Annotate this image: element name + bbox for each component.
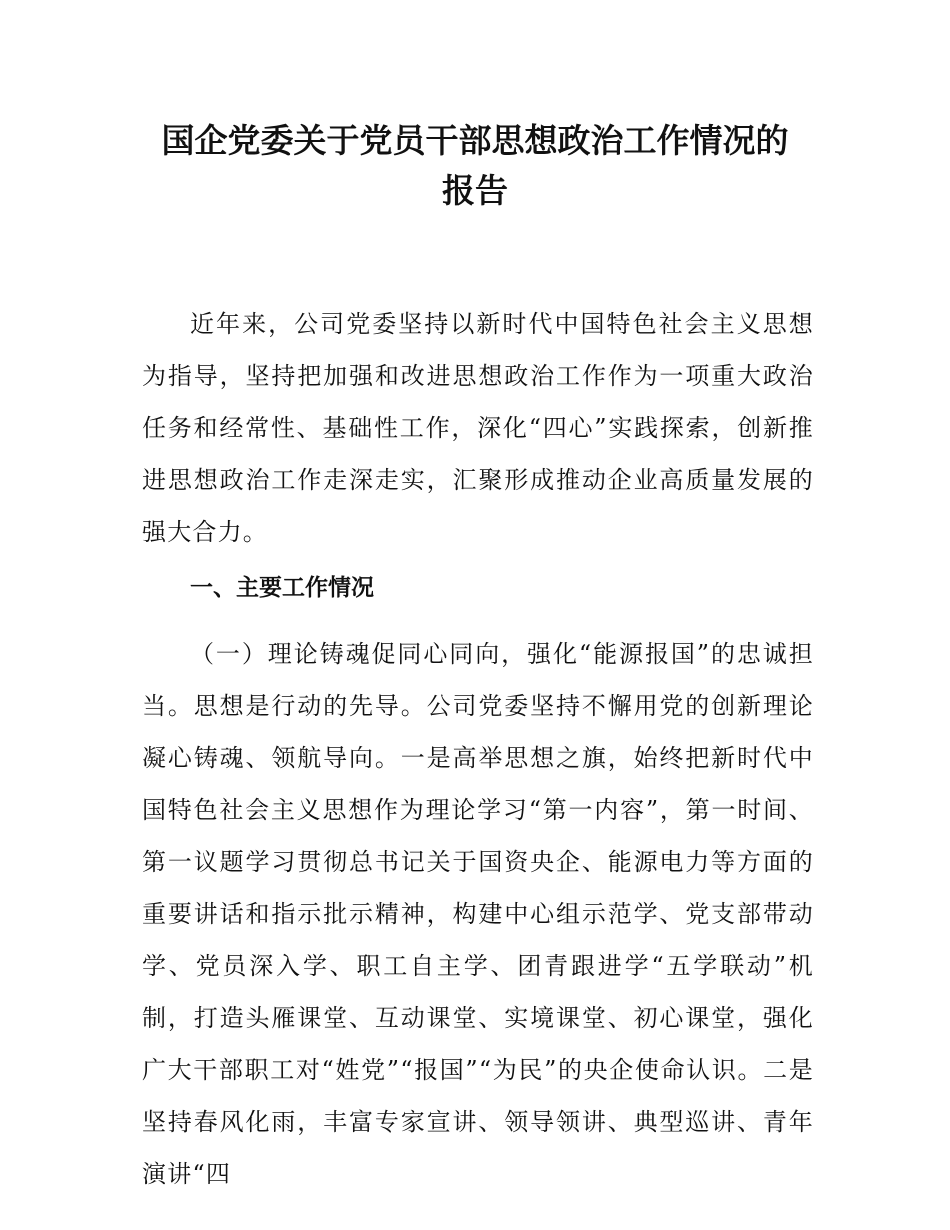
section-paragraph: （一）理论铸魂促同心同向，强化“能源报国”的忠诚担当。思想是行动的先导。公司党委坚持不懈用党的创新理论凝心铸魂、领航导向。一是高举思想之旗，始终把新时代中国特色社会主义思想作为理论学习“第一内容”，第一时间、第一议题学习贯彻总书记关于国资央企、能源电力等方面的重要讲话和指示批示精神，构建中心组示范学、党支部带动学、党员深入学、职工自主学、团青跟进学“五学联动”机制，打造头雁课堂、互动课堂、实境课堂、初心课堂，强化广大干部职工对“姓党”“报国”“为民”的央企使命认识。二是坚持春风化雨，丰富专家宣讲、领导领讲、典型巡讲、青年演讲“四 bbox=[142, 640, 814, 1188]
intro-paragraph: 近年来，公司党委坚持以新时代中国特色社会主义思想为指导，坚持把加强和改进思想政治工作作为一项重大政治任务和经常性、基础性工作，深化“四心”实践探索，创新推进思想政治工作走深走实，汇聚形成推动企业高质量发展的强大合力。 bbox=[142, 310, 814, 546]
document-title-line-2: 报告 bbox=[442, 171, 508, 210]
document-title-line-1: 国企党委关于党员干部思想政治工作情况的 bbox=[161, 121, 789, 160]
section-heading: 一、主要工作情况 bbox=[190, 575, 374, 601]
